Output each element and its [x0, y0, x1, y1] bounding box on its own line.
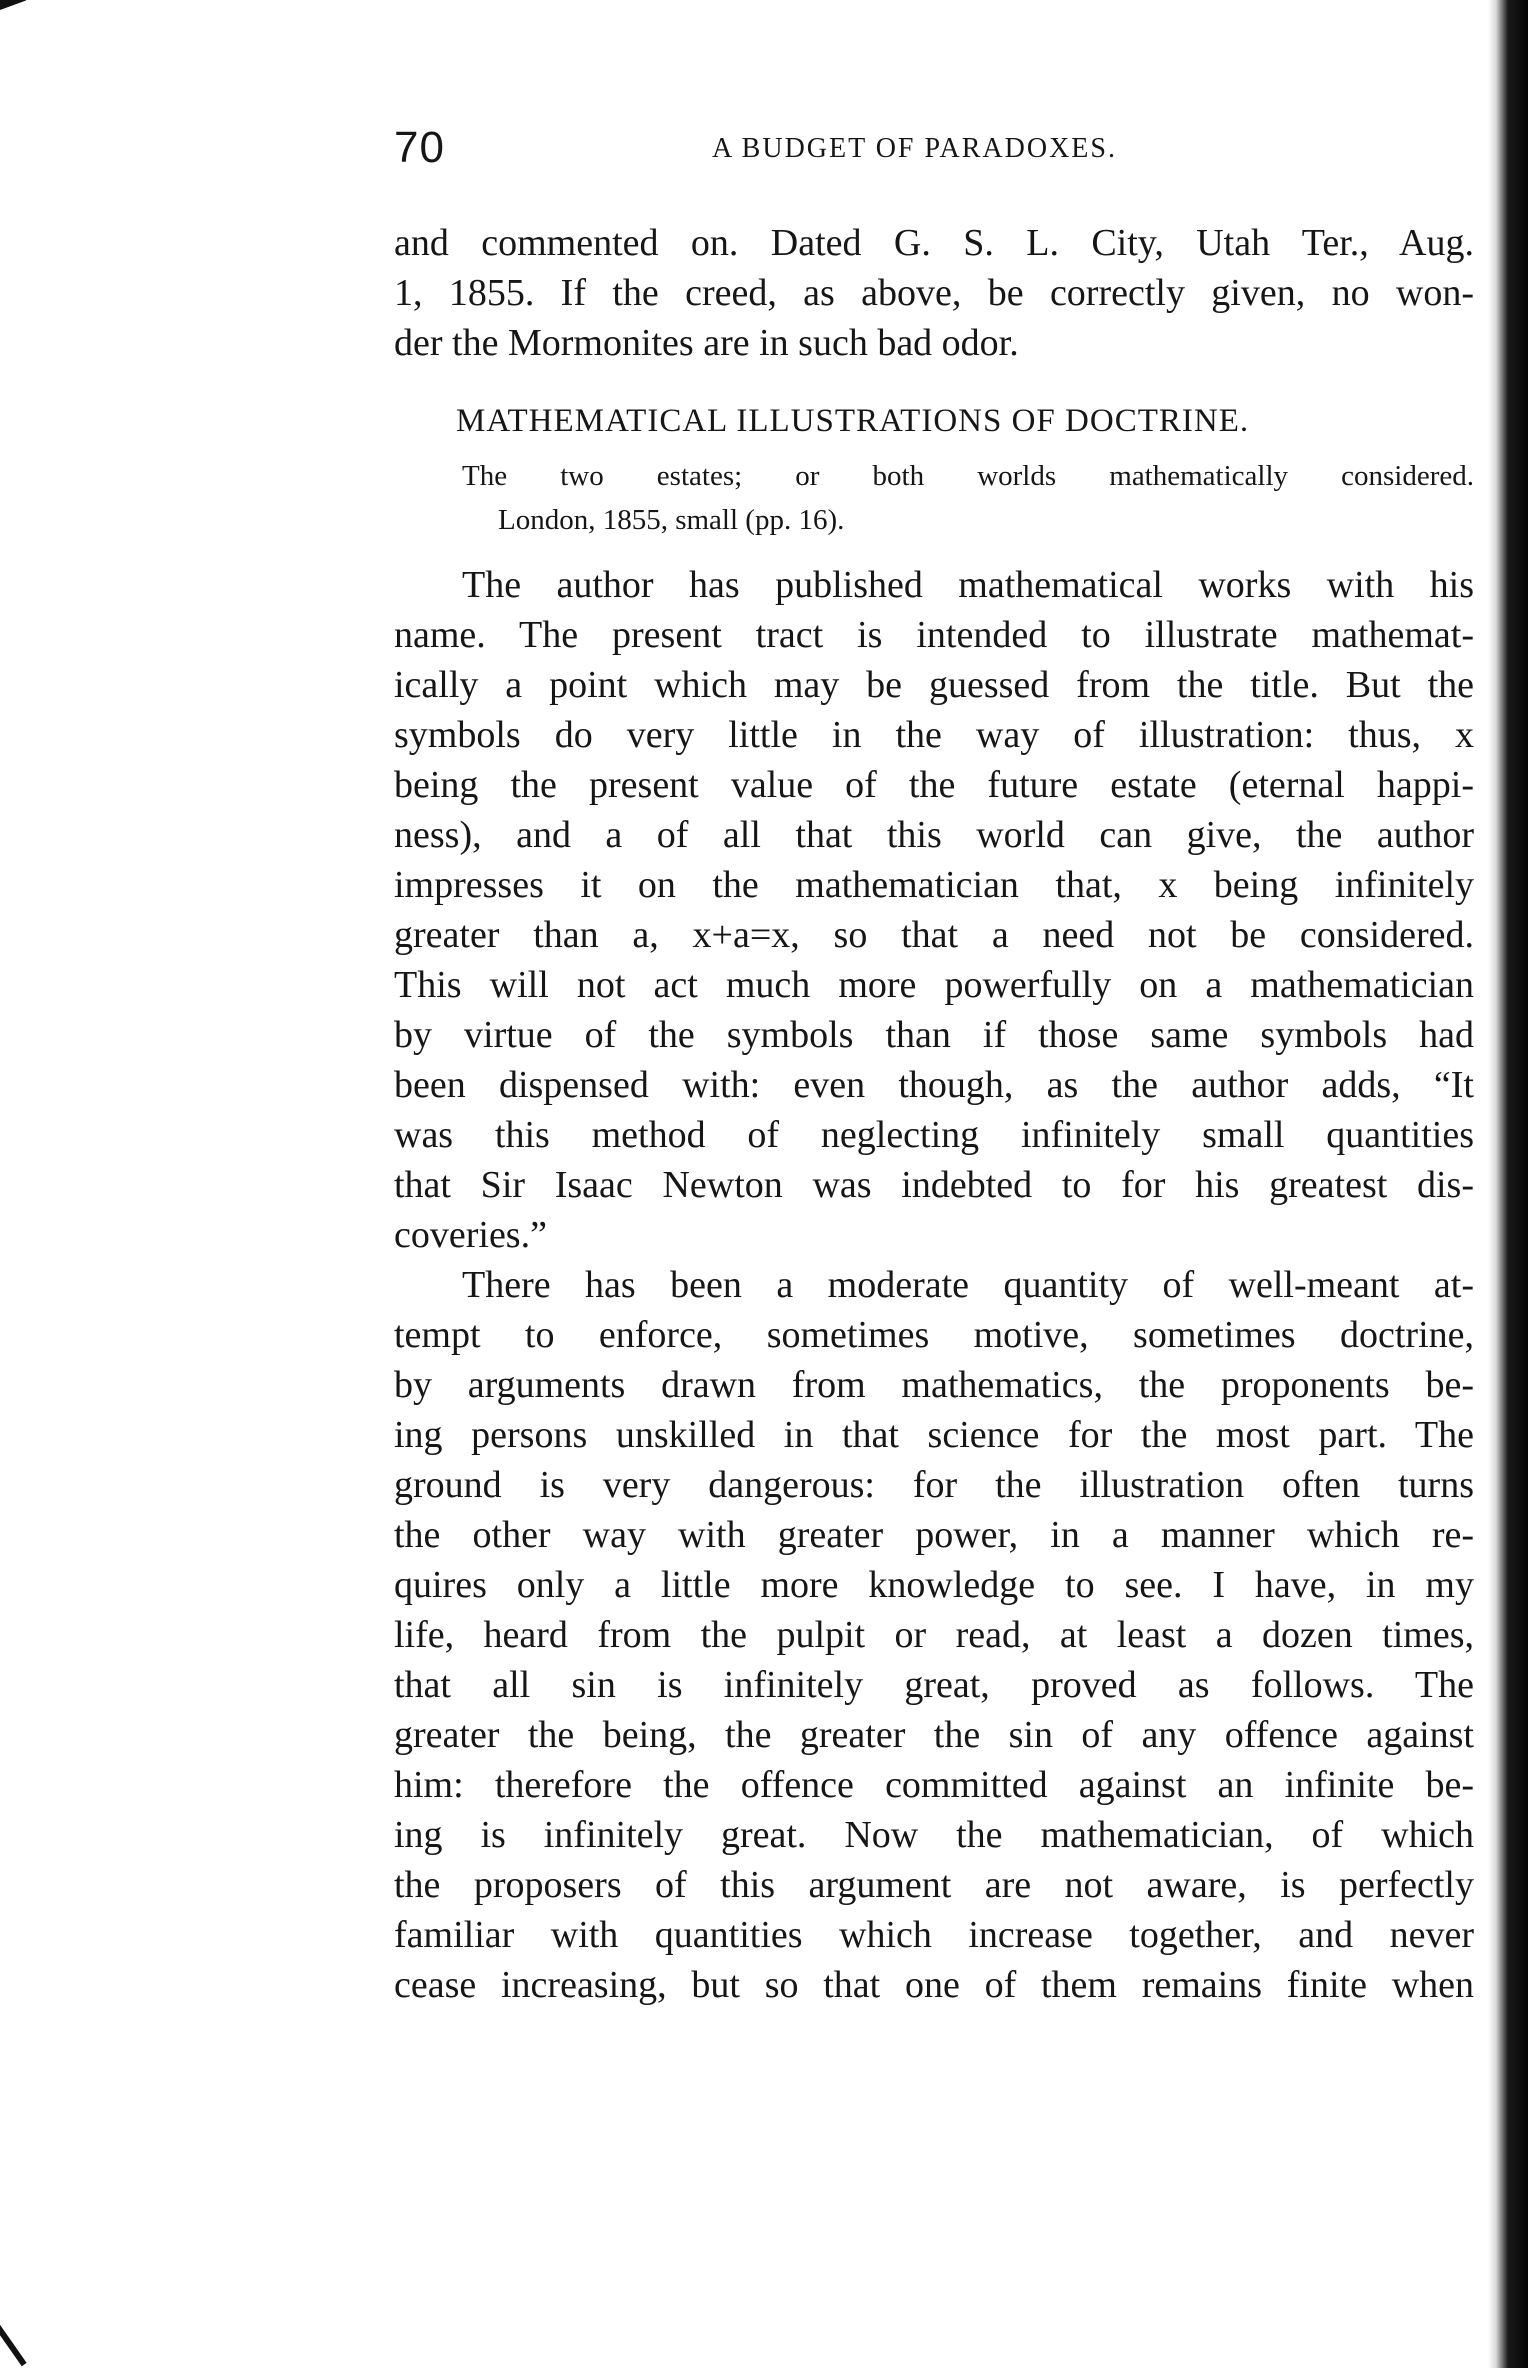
- text-line: was this method of neglecting infinitely small quantities: [394, 1114, 1474, 1156]
- page-binding-edge: [1488, 0, 1528, 2368]
- page-number: 70: [394, 123, 445, 172]
- text-line: him: therefore the offence committed against an infinite be-: [394, 1764, 1474, 1806]
- text-line: greater the being, the greater the sin of any offence against: [394, 1714, 1474, 1756]
- text-line: that all sin is infinitely great, proved as follows. The: [394, 1664, 1474, 1706]
- text-line: life, heard from the pulpit or read, at least a dozen times,: [394, 1614, 1474, 1656]
- text-line: the proposers of this argument are not aware, is perfectly: [394, 1864, 1474, 1906]
- text-line: ness), and a of all that this world can give, the author: [394, 814, 1474, 856]
- text-line: by virtue of the symbols than if those same symbols had: [394, 1014, 1474, 1056]
- section-heading: MATHEMATICAL ILLUSTRATIONS OF DOCTRINE.: [456, 403, 1250, 439]
- text-line: ically a point which may be guessed from the title. But the: [394, 664, 1474, 706]
- text-line: coveries.”: [394, 1214, 547, 1256]
- text-line: the other way with greater power, in a manner which re-: [394, 1514, 1474, 1556]
- text-line: tempt to enforce, sometimes motive, sometimes doctrine,: [394, 1314, 1474, 1356]
- text-line: The author has published mathematical works with his: [462, 564, 1474, 606]
- book-title: A BUDGET OF PARADOXES.: [712, 133, 1117, 164]
- text-line: familiar with quantities which increase together, and never: [394, 1914, 1474, 1956]
- scan-corner-mark: [0, 0, 26, 10]
- text-line: ing persons unskilled in that science for the most part. The: [394, 1414, 1474, 1456]
- running-head: [394, 118, 1474, 178]
- text-line: ground is very dangerous: for the illustration often turns: [394, 1464, 1474, 1506]
- text-line: cease increasing, but so that one of them remains finite when: [394, 1964, 1474, 2006]
- text-line: der the Mormonites are in such bad odor.: [394, 322, 1019, 364]
- text-line: ing is infinitely great. Now the mathematician, of which: [394, 1814, 1474, 1856]
- text-line: by arguments drawn from mathematics, the proponents be-: [394, 1364, 1474, 1406]
- text-line: greater than a, x+a=x, so that a need not be considered.: [394, 914, 1474, 956]
- text-line: This will not act much more powerfully on a mathematician: [394, 964, 1474, 1006]
- text-line: and commented on. Dated G. S. L. City, Utah Ter., Aug.: [394, 222, 1474, 264]
- intro-paragraph: [394, 218, 1474, 368]
- text-line: quires only a little more knowledge to see. I have, in my: [394, 1564, 1474, 1606]
- text-line: symbols do very little in the way of illustration: thus, x: [394, 714, 1474, 756]
- citation: [394, 454, 1474, 542]
- text-line: being the present value of the future estate (eternal happi-: [394, 764, 1474, 806]
- text-line: impresses it on the mathematician that, x being infinitely: [394, 864, 1474, 906]
- text-line: There has been a moderate quantity of well-meant at-: [462, 1264, 1474, 1306]
- paragraph-1: [394, 560, 1474, 1260]
- text-line: name. The present tract is intended to illustrate mathemat-: [394, 614, 1474, 656]
- text-line: 1, 1855. If the creed, as above, be correctly given, no won-: [394, 272, 1474, 314]
- text-line: been dispensed with: even though, as the author adds, “It: [394, 1064, 1474, 1106]
- citation-line: London, 1855, small (pp. 16).: [498, 504, 845, 536]
- text-line: that Sir Isaac Newton was indebted to for his greatest dis-: [394, 1164, 1474, 1206]
- citation-line: The two estates; or both worlds mathematically considered.: [462, 460, 1474, 492]
- text-block: [394, 218, 1474, 2010]
- paragraph-2: [394, 1260, 1474, 2010]
- scan-corner-mark: [0, 2314, 27, 2367]
